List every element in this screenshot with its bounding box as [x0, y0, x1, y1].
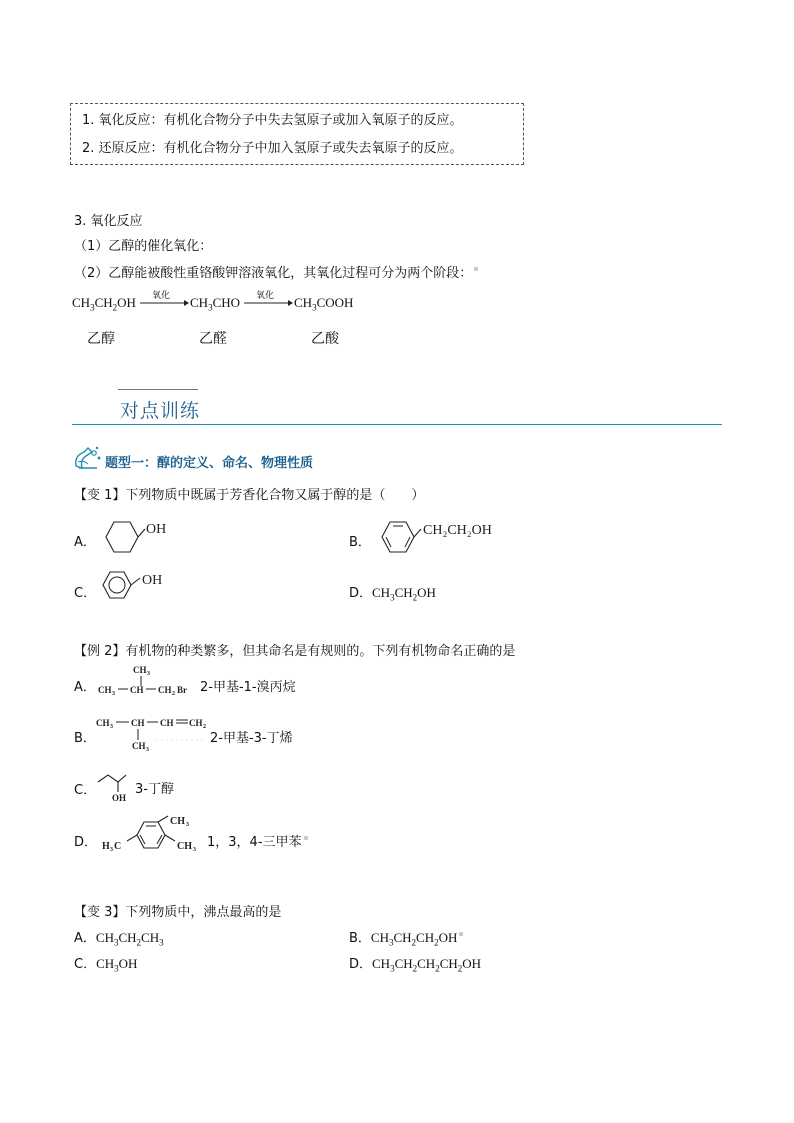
- ethanol-label: 乙醇: [87, 331, 115, 347]
- q2-option-c-label: C．: [74, 783, 97, 798]
- svg-text:3: 3: [193, 847, 196, 853]
- acetaldehyde-label: 乙醛: [199, 331, 227, 347]
- q1-c-oh: OH: [142, 573, 163, 588]
- q1-option-a-label: A．: [74, 535, 96, 550]
- svg-text:3: 3: [110, 724, 113, 730]
- definition-reduction: 2. 还原反应：有机化合物分子中加入氢原子或失去氧原子的反应。: [82, 141, 463, 156]
- ethanol-formula: $CH_3CH_2OH$: [72, 295, 136, 313]
- svg-text:2: 2: [203, 724, 206, 730]
- flask-icon: [70, 444, 104, 474]
- q3-option-c: C．$CH_3OH$: [74, 956, 138, 974]
- q1-option-b-label: B．: [349, 535, 371, 550]
- arrow-label-1: 氧化: [152, 291, 171, 301]
- svg-text:CH: CH: [160, 718, 174, 728]
- q2-option-d-structure: [100, 812, 208, 864]
- q2-option-c-name: 3-丁醇: [135, 782, 174, 797]
- arrow-label-2: 氧化: [256, 291, 275, 301]
- svg-text:CH: CH: [132, 741, 146, 751]
- svg-text:3: 3: [186, 822, 189, 828]
- q1-b-chain: CH₂CH₂OH: [423, 523, 492, 538]
- section-3-heading: 3. 氧化反应: [74, 214, 143, 229]
- item-2-dichromate-oxidation: （2）乙醇能被酸性重铬酸钾溶液氧化，其氧化过程可分为两个阶段：: [74, 262, 478, 281]
- q2-option-c-structure: [96, 770, 136, 804]
- q1-option-a-cyclohexanol: [98, 516, 178, 562]
- q3-option-b: B．$CH_3CH_2CH_2OH$: [349, 927, 463, 948]
- training-section-title: 对点训练: [120, 400, 201, 422]
- svg-text:CH: CH: [98, 685, 112, 695]
- section-top-rule: [118, 389, 198, 390]
- definition-oxidation: 1. 氧化反应：有机化合物分子中失去氢原子或加入氧原子的反应。: [82, 113, 463, 128]
- q2-option-d-label: D．: [74, 835, 98, 850]
- q1-option-c-phenol: [98, 568, 178, 608]
- reaction-arrow-1: [140, 299, 190, 307]
- q1-a-oh: OH: [146, 522, 167, 537]
- q1-stem: 【变 1】下列物质中既属于芳香化合物又属于醇的是（ ）: [74, 488, 425, 503]
- q1-option-c-label: C．: [74, 586, 97, 601]
- q3-stem: 【变 3】下列物质中，沸点最高的是: [74, 905, 282, 920]
- svg-text:CH: CH: [170, 816, 185, 827]
- svg-text:CH: CH: [189, 718, 203, 728]
- q3-option-d: D．$CH_3CH_2CH_2CH_2OH$: [349, 956, 482, 974]
- svg-text:CH: CH: [133, 665, 147, 675]
- acetic-acid-formula: $CH_3COOH$: [294, 295, 354, 313]
- svg-text:Br: Br: [177, 685, 187, 695]
- svg-text:2: 2: [172, 691, 175, 697]
- svg-text:CH: CH: [158, 685, 172, 695]
- q2-option-b-name: 2-甲基-3-丁烯: [210, 731, 293, 746]
- item-1-catalytic-oxidation: （1）乙醇的催化氧化：: [74, 239, 213, 254]
- q2-option-d-name: 1，3，4-三甲苯: [207, 831, 308, 850]
- q2-stem: 【例 2】有机物的种类繁多，但其命名是有规则的。下列有机物命名正确的是: [74, 644, 516, 659]
- q2-option-a-structure: [96, 662, 196, 698]
- svg-text:CH: CH: [96, 718, 110, 728]
- svg-text:3: 3: [112, 691, 115, 697]
- reaction-arrow-2: [244, 299, 294, 307]
- svg-text:CH: CH: [131, 718, 145, 728]
- svg-text:C: C: [114, 841, 122, 852]
- q2-option-b-label: B．: [74, 731, 96, 746]
- svg-text:CH: CH: [177, 841, 192, 852]
- svg-text:OH: OH: [112, 793, 127, 803]
- acetaldehyde-formula: $CH_3CHO$: [190, 295, 241, 313]
- q2-option-b-structure: [96, 712, 210, 754]
- section-divider: [72, 424, 722, 425]
- svg-text:H: H: [102, 841, 110, 852]
- svg-text:3: 3: [147, 671, 150, 677]
- q2-option-a-name: 2-甲基-1-溴丙烷: [200, 680, 296, 695]
- acetic-acid-label: 乙酸: [311, 331, 339, 347]
- q3-option-a: A．$CH_3CH_2CH_3$: [74, 930, 164, 948]
- svg-text:3: 3: [146, 747, 149, 753]
- question-type-1: 题型一：醇的定义、命名、物理性质: [105, 456, 314, 471]
- q1-option-b-phenylethanol: [376, 516, 526, 562]
- svg-text:CH: CH: [130, 685, 144, 695]
- svg-text:3: 3: [110, 847, 113, 853]
- q2-option-a-label: A．: [74, 680, 96, 695]
- q1-option-d: D．$CH_3CH_2OH$: [349, 585, 436, 603]
